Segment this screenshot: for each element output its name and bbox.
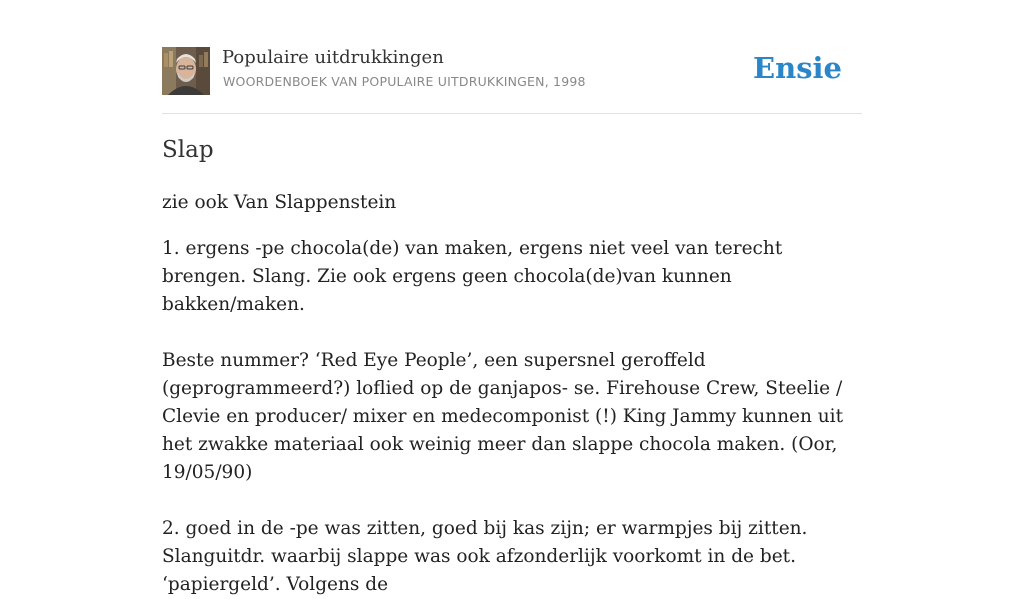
see-also-text: zie ook Van Slappenstein — [162, 192, 397, 213]
entry-paragraph: 1. ergens -pe chocola(de) van maken, ergens niet veel van terecht brengen. Slang. Zie ook ergens geen chocola(de)van kunnen bakken/maken. — [162, 238, 783, 315]
entry-paragraph: Beste nummer? ‘Red Eye People’, een supersnel geroffeld (geprogrammeerd?) loflied op de ganjapos- se. Firehouse Crew, Steelie / Clevie en producer/ mixer en medecomponist (!) King Jammy kunnen uit het zwakke materiaal ook weinig meer dan slappe chocola maken. (Oor, 19/05/90) — [162, 350, 844, 483]
source-title[interactable]: Populaire uitdrukkingen — [222, 47, 444, 68]
entry-paragraph: 2. goed in de -pe was zitten, goed bij kas zijn; er warmpjes bij zitten. Slanguitdr. waarbij slappe was ook afzonderlijk voorkomt in de bet. ‘papiergeld’. Volgens de — [162, 518, 808, 595]
source-header — [162, 47, 862, 114]
entry-title: Slap — [162, 137, 214, 163]
source-subtitle: WOORDENBOEK VAN POPULAIRE UITDRUKKINGEN, 1998 — [223, 74, 586, 89]
author-portrait-icon[interactable] — [162, 47, 210, 95]
ensie-logo[interactable]: Ensie — [753, 51, 842, 85]
entry-body — [162, 189, 864, 599]
